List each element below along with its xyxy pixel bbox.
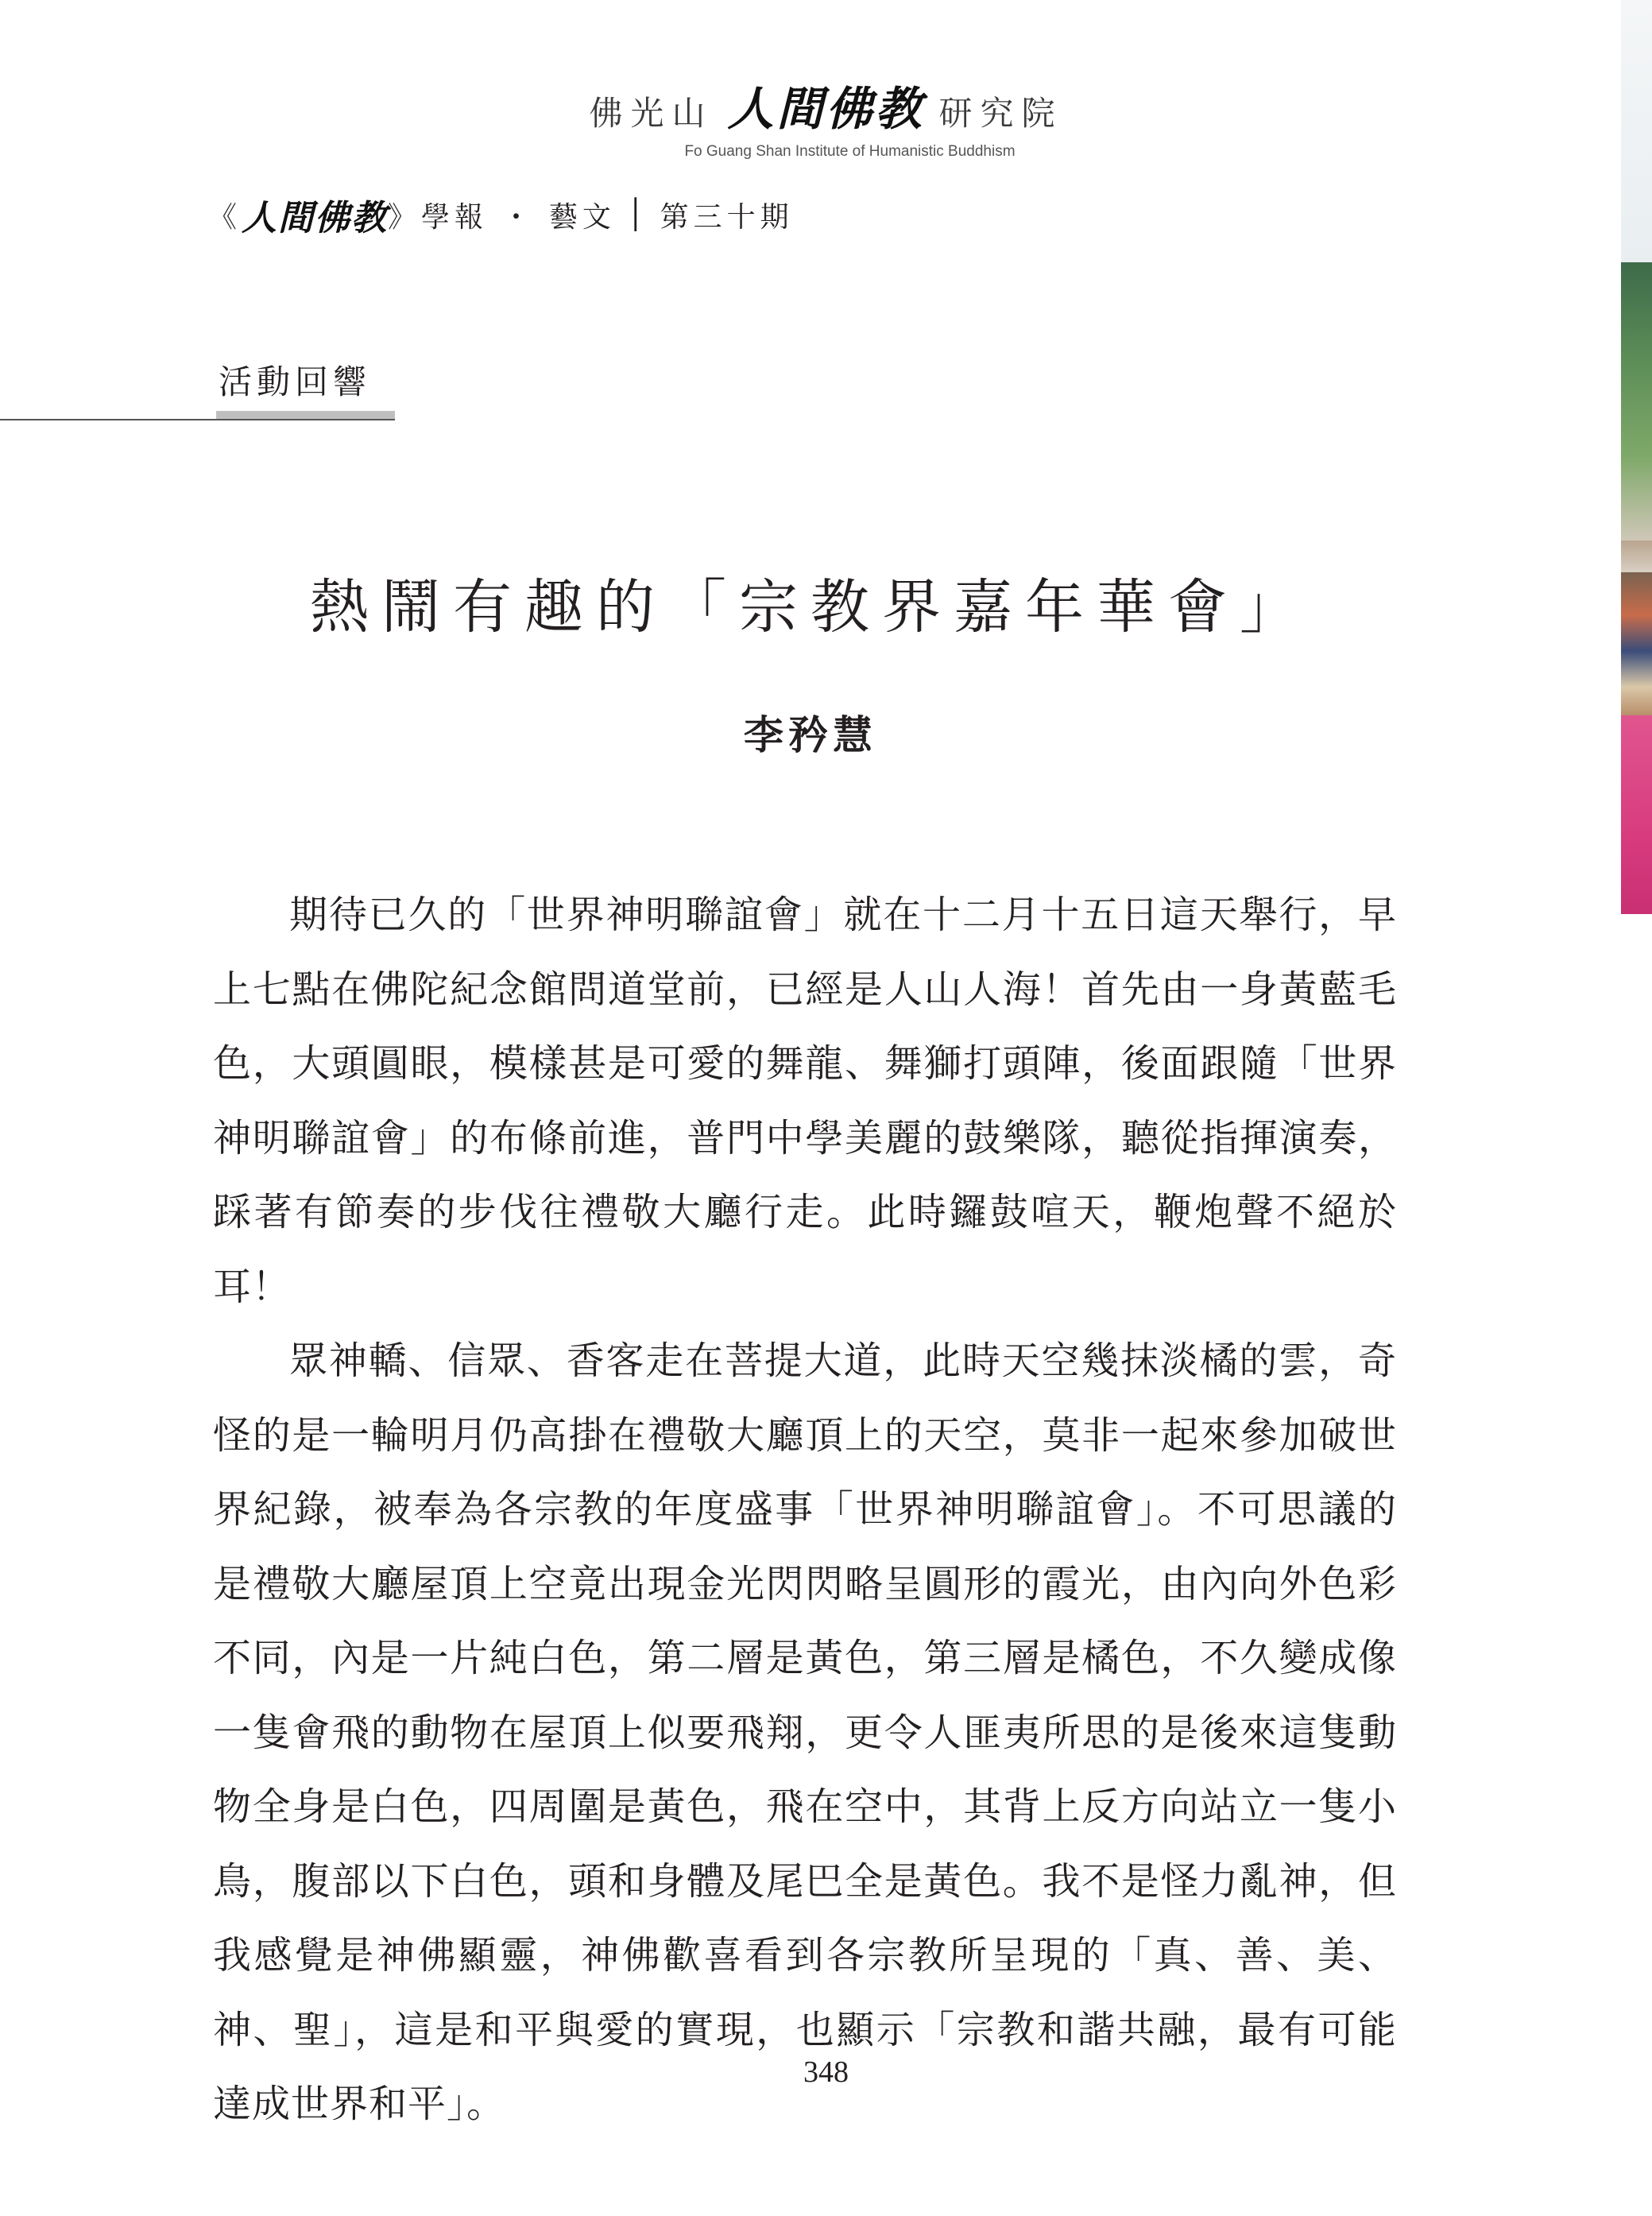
photo-roof: [1621, 540, 1652, 572]
journal-issue: 第三十期: [660, 200, 794, 234]
journal-name: 學報 ・ 藝文: [421, 200, 616, 234]
section-divider: [0, 419, 395, 420]
photo-trees: [1621, 262, 1652, 540]
institute-english-name: Fo Guang Shan Institute of Humanistic Buddhism: [684, 143, 1016, 160]
page-header: [0, 72, 1652, 161]
article-title: 熱鬧有趣的「宗教界嘉年華會」: [310, 573, 1311, 641]
photo-crowd: [1621, 572, 1652, 715]
institute-brand: 人間佛教: [727, 82, 925, 136]
journal-open-bracket: 《: [208, 200, 242, 234]
paragraph: 期待已久的「世界神明聯誼會」就在十二月十五日這天舉行，早上七點在佛陀紀念館問道堂前，已經是人山人海！首先由一身黃藍毛色，大頭圓眼，模樣甚是可愛的舞龍、舞獅打頭陣，後面跟隨「世界神明聯誼會」的布條前進，普門中學美麗的鼓樂隊，聽從指揮演奏，踩著有節奏的步伐往禮敬大廳行走。此時鑼鼓喧天，鞭炮聲不絕於耳！: [213, 893, 1397, 1309]
institute-logo: [589, 72, 1062, 138]
journal-close-bracket: 》: [388, 200, 422, 234]
institute-suffix: 研究院: [938, 94, 1063, 133]
page-number: 348: [803, 2055, 849, 2089]
journal-separator: │: [626, 198, 649, 231]
article-body: [213, 878, 1397, 2142]
journal-line: [208, 189, 794, 240]
journal-brand: 人間佛教: [242, 198, 389, 238]
paragraph: 眾神轎、信眾、香客走在菩提大道，此時天空幾抹淡橘的雲，奇怪的是一輪明月仍高掛在禮敬大廳頂上的天空，莫非一起來參加破世界紀錄，被奉為各宗教的年度盛事「世界神明聯誼會」。不可思議的是禮敬大廳屋頂上空竟出現金光閃閃略呈圓形的霞光，由內向外色彩不同，內是一片純白色，第二層是黃色，第三層是橘色，不久變成像一隻會飛的動物在屋頂上似要飛翔，更令人匪夷所思的是後來這隻動物全身是白色，四周圍是黃色，飛在空中，其背上反方向站立一隻小鳥，腹部以下白色，頭和身體及尾巴全是黃色。我不是怪力亂神，但我感覺是神佛顯靈，神佛歡喜看到各宗教所呈現的「真、善、美、神、聖」，這是和平與愛的實現，也顯示「宗教和諧共融，最有可能達成世界和平」。: [213, 1339, 1397, 2126]
section-accent-bar: [216, 411, 395, 419]
article-author: 李矜慧: [744, 711, 877, 758]
section-label: 活動回響: [219, 362, 372, 401]
photo-carpet: [1621, 715, 1652, 914]
institute-prefix: 佛光山: [589, 94, 714, 133]
